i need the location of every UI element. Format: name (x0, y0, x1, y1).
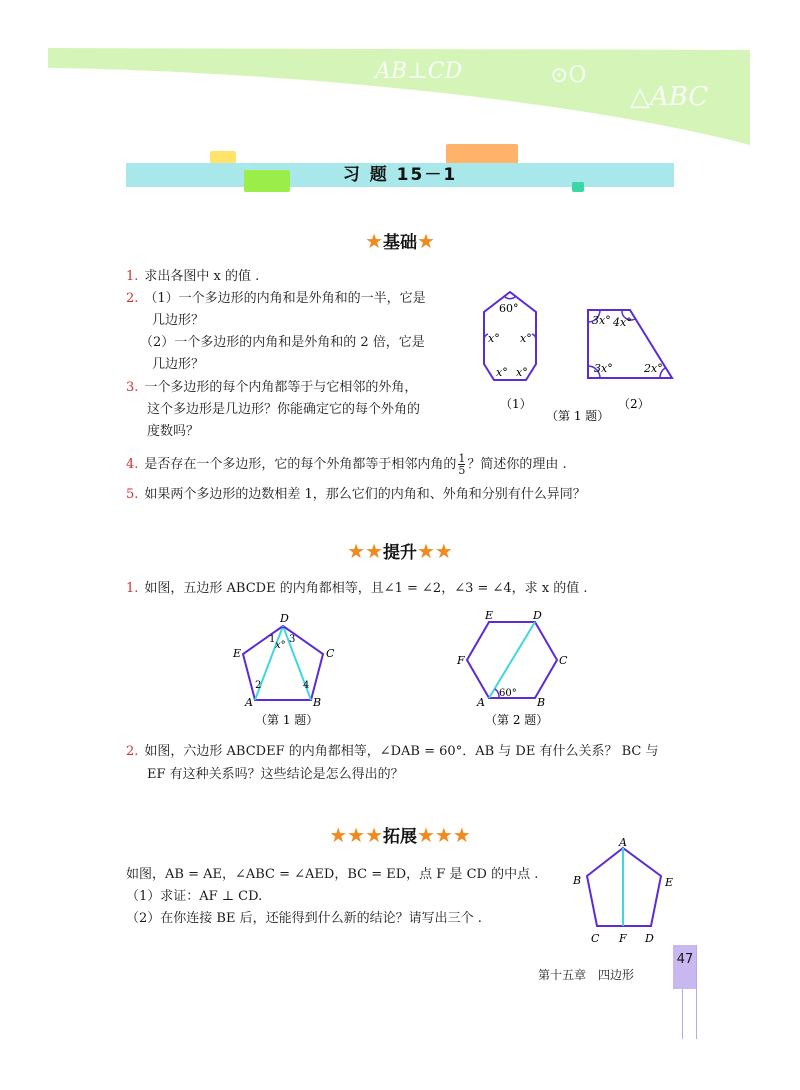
fig-caption-adv-1: （第 1 题） (255, 713, 319, 727)
fig-caption-2: （2） (618, 397, 650, 411)
svg-text:D: D (533, 609, 542, 622)
ext-line-1: 如图，AB = AE，∠ABC = ∠AED，BC = ED，点 F 是 CD 的中点 . (126, 867, 539, 882)
star-icon: ★★ (347, 539, 383, 563)
star-icon: ★ (365, 229, 383, 253)
adv-q2-l2: EF 有这种关系吗？这些结论是怎么得出的？ (147, 767, 404, 782)
basic-q5: 5. 如果两个多边形的边数相差 1，那么它们的内角和、外角和分别有什么异同？ (126, 487, 586, 502)
basic-q2-a2: 几边形？ (152, 313, 205, 328)
hex-angle-br: x° (516, 366, 528, 379)
svg-text:C: C (559, 654, 568, 667)
svg-text:x°: x° (275, 640, 286, 651)
basic-q1: 1. 求出各图中 x 的值 . (126, 269, 260, 284)
svg-text:D: D (280, 612, 289, 625)
svg-text:A: A (245, 696, 253, 709)
adv-q2: 2. 如图，六边形 ABCDEF 的内角都相等，∠DAB = 60°．AB 与 DE 有什么关系？ BC 与 (126, 744, 659, 759)
page-title: 习 题 15－1 (342, 165, 458, 185)
trap-angle-bl: 3x° (594, 362, 613, 375)
ext-line-3: （2）在你连接 BE 后，还能得到什么新的结论？请写出三个 . (126, 911, 482, 926)
fraction: $\frac{1}{5}$ (458, 452, 466, 477)
svg-text:60°: 60° (499, 688, 517, 699)
page-banner (0, 0, 800, 160)
trap-angle-br: 2x° (644, 362, 663, 375)
svg-text:E: E (485, 609, 494, 622)
svg-text:C: C (591, 932, 600, 945)
banner-deco-3: △ABC (630, 82, 709, 112)
hex-angle-bl: x° (496, 366, 508, 379)
page-number: 47 (676, 952, 694, 967)
banner-deco-2: ⊙O (550, 63, 587, 88)
hex-angle-mr: x° (520, 332, 532, 345)
svg-text:E: E (665, 876, 674, 889)
section-advanced-heading (0, 538, 800, 563)
svg-text:C: C (326, 647, 335, 660)
basic-q2-b1: （2）一个多边形的内角和是外角和的 2 倍，它是 (140, 335, 425, 350)
svg-text:1: 1 (269, 634, 276, 645)
basic-q2: 2. （1）一个多边形的内角和是外角和的一半，它是 (126, 291, 426, 306)
svg-text:3: 3 (289, 634, 296, 645)
section-advanced-label: 提升 (383, 543, 417, 563)
banner-deco-1: AB⊥CD (375, 59, 463, 84)
figure-extension (565, 836, 685, 946)
svg-text:F: F (619, 932, 627, 945)
trap-angle-tl: 3x° (592, 314, 611, 327)
trap-angle-tr: 4x° (613, 316, 632, 329)
fig-caption-main: （第 1 题） (546, 409, 610, 423)
star-icon: ★★★ (417, 823, 471, 847)
section-extension-label: 拓展 (383, 827, 417, 847)
svg-text:E: E (233, 647, 242, 660)
svg-text:A: A (619, 836, 627, 849)
svg-text:4: 4 (303, 680, 310, 691)
star-icon: ★ (417, 229, 435, 253)
adv-q1: 1. 如图，五边形 ABCDE 的内角都相等，且∠1 = ∠2，∠3 = ∠4，求 x 的值 . (126, 581, 588, 596)
basic-q3-l3: 度数吗？ (147, 424, 200, 439)
star-icon: ★★ (417, 539, 453, 563)
svg-text:F: F (457, 654, 465, 667)
chapter-label: 第十五章 四边形 (538, 968, 635, 982)
basic-q3: 3. 一个多边形的每个内角都等于与它相邻的外角， (126, 380, 418, 395)
hex-angle-ml: x° (488, 332, 500, 345)
star-icon: ★★★ (329, 823, 383, 847)
svg-text:B: B (573, 874, 582, 887)
svg-text:A: A (477, 696, 485, 709)
basic-q2-b2: 几边形？ (152, 357, 205, 372)
ext-line-2: （1）求证：AF ⊥ CD. (126, 889, 263, 904)
basic-q4: 4. 是否存在一个多边形，它的每个外角都等于相邻内角的 $\frac{1}{5}$ ？简述你的理由 . (126, 452, 567, 477)
section-basic-heading (0, 228, 800, 253)
fig-caption-adv-2: （第 2 题） (485, 713, 549, 727)
basic-q3-l2: 这个多边形是几边形？你能确定它的每个外角的 (147, 402, 421, 417)
diagonal-ad (489, 622, 535, 698)
section-basic-label: 基础 (383, 233, 417, 253)
sticky-note-orange (446, 144, 518, 164)
svg-text:D: D (645, 932, 654, 945)
svg-text:B: B (313, 696, 322, 709)
figure-adv-q2 (455, 608, 575, 734)
svg-text:B: B (537, 696, 546, 709)
hex-angle-top: 60° (499, 302, 519, 315)
svg-text:2: 2 (255, 680, 262, 691)
footer-rule (682, 989, 683, 1039)
fig-caption-1: （1） (500, 397, 532, 411)
figure-basic-q1 (470, 282, 690, 432)
figure-adv-q1 (225, 608, 345, 734)
footer-rule (696, 945, 697, 1039)
